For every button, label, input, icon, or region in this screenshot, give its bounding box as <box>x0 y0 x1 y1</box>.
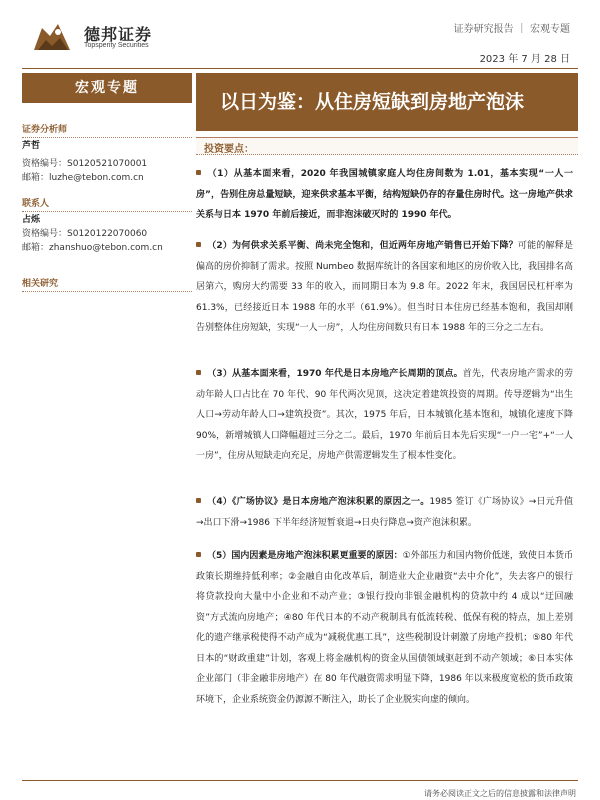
report-date: 2023 年 7 月 28 日 <box>479 54 570 65</box>
bullet-icon <box>196 370 201 375</box>
contact-email[interactable]: 邮箱：zhanshuo@tebon.com.cn <box>22 243 163 253</box>
point-3 <box>196 364 573 467</box>
point-5 <box>196 546 573 710</box>
point-4-body: 1985 签订《广场协议》→日元升值→出口下滑→1986 下半年经济短暂衰退→日央行降息→资产泡沫积累。 <box>196 497 574 528</box>
point-3-body: 首先，代表房地产需求的劳动年龄人口占比在 70 年代、90 年代两次见顶，这决定着建筑投资的周期。传导逻辑为“出生人口→劳动年龄人口→建筑投资”。其次，1975 年后，日本城镇化基本饱和，城镇化速度下降 90%，新增城镇人口降幅超过三分之二。最后，1970 年前后日本先后实现“一户一宅”+“一人一房”，住房从短缺走向充足，房地产供需逻辑发生了根本性变化。 <box>196 369 573 461</box>
contact-certificate: 资格编号：S0120122070060 <box>22 229 148 239</box>
analyst-name: 芦哲 <box>22 141 41 151</box>
header-divider <box>22 68 578 69</box>
point-2 <box>196 236 573 339</box>
related-research-heading: 相关研究 <box>22 276 192 292</box>
point-3-lead: （3）从基本面来看，1970 年代是日本房地产长周期的顶点。 <box>207 369 463 379</box>
analyst-heading: 证券分析师 <box>22 122 192 138</box>
logo-english-name: Topsperity Securities <box>84 42 149 49</box>
company-logo-icon <box>28 20 76 56</box>
bullet-icon <box>196 552 201 557</box>
contact-name: 占烁 <box>22 215 41 225</box>
analyst-certificate: 资格编号：S0120521070001 <box>22 159 148 169</box>
point-1 <box>196 164 573 226</box>
point-4-lead: （4）《广场协议》是日本房地产泡沫积累的原因之一。 <box>207 497 430 507</box>
report-title: 以日为鉴：从住房短缺到房地产泡沫 <box>196 73 578 131</box>
contact-heading: 联系人 <box>22 196 192 212</box>
bullet-icon <box>196 498 201 503</box>
point-5-body: ①外部压力和国内物价低迷，致使日本货币政策长期维持低利率；②金融自由化改革后，制造业大企业融资“去中介化”，失去客户的银行将贷款投向大量中小企业和不动产业；③银行投向非银金融机构的贷款中约 4 成以“迂回融资”方式流向房地产；④80 年代日本的不动产税制具有低流转税、低保有税的特点，加上差别化的遗产继承税使得不动产成为“减税优惠工具”，这些税制设计刺激了房地产投机；⑤80 年代日本的“财政重建”计划，客观上将金融机构的资金从国债领域驱赶到不动产领域；⑥日本实体企业部门（非金融非房地产）在 80 年代融资需求明显下降，1986 年以来极度宽松的货币政策环境下，企业系统资金仍源源不断注入，助长了企业脱实向虚的倾向。 <box>196 551 573 705</box>
report-type: 证券研究报告 ｜ 宏观专题 <box>453 24 570 35</box>
bullet-icon <box>196 170 201 175</box>
point-2-body: 可能的解释是偏高的房价抑制了需求。按照 Numbeo 数据库统计的各国家和地区的房价收入比，我国排名高居第六，购房大约需要 33 年的收入，而同期日本为 9.8 年。2022 年末，我国居民杠杆率为 61.3%，已经接近日本 1988 年的水平（61.9%）。但当时日本住房已经基本饱和，我国却刚告别整体住房短缺，实现“一人一房”，人均住房间数只有日本 1988 年的三分之二左右。 <box>196 241 573 333</box>
point-1-lead: （1）从基本面来看，2020 年我国城镇家庭人均住房间数为 1.01，基本实现“一人一房”，告别住房总量短缺，迎来供求基本平衡，结构短缺仍存的存量住房时代。这一房地产供求关系与日本 1970 年前后接近，而非泡沫破灭时的 1990 年代。 <box>196 169 573 220</box>
point-4 <box>196 492 573 533</box>
key-points-heading: 投资要点： <box>196 137 578 155</box>
analyst-email[interactable]: 邮箱：luzhe@tebon.com.cn <box>22 173 144 183</box>
point-2-lead: （2）为何供求关系平衡、尚未完全饱和，但近两年房地产销售已开始下降？ <box>207 241 518 251</box>
bullet-icon <box>196 242 201 247</box>
point-5-lead: （5）国内因素是房地产泡沫积累更重要的原因： <box>207 551 403 561</box>
disclaimer-note: 请务必阅读正文之后的信息披露和法律声明 <box>424 789 576 798</box>
logo-chinese-name: 德邦证券 <box>84 25 153 44</box>
section-label: 宏观专题 <box>22 73 192 103</box>
footer-divider <box>22 780 578 781</box>
